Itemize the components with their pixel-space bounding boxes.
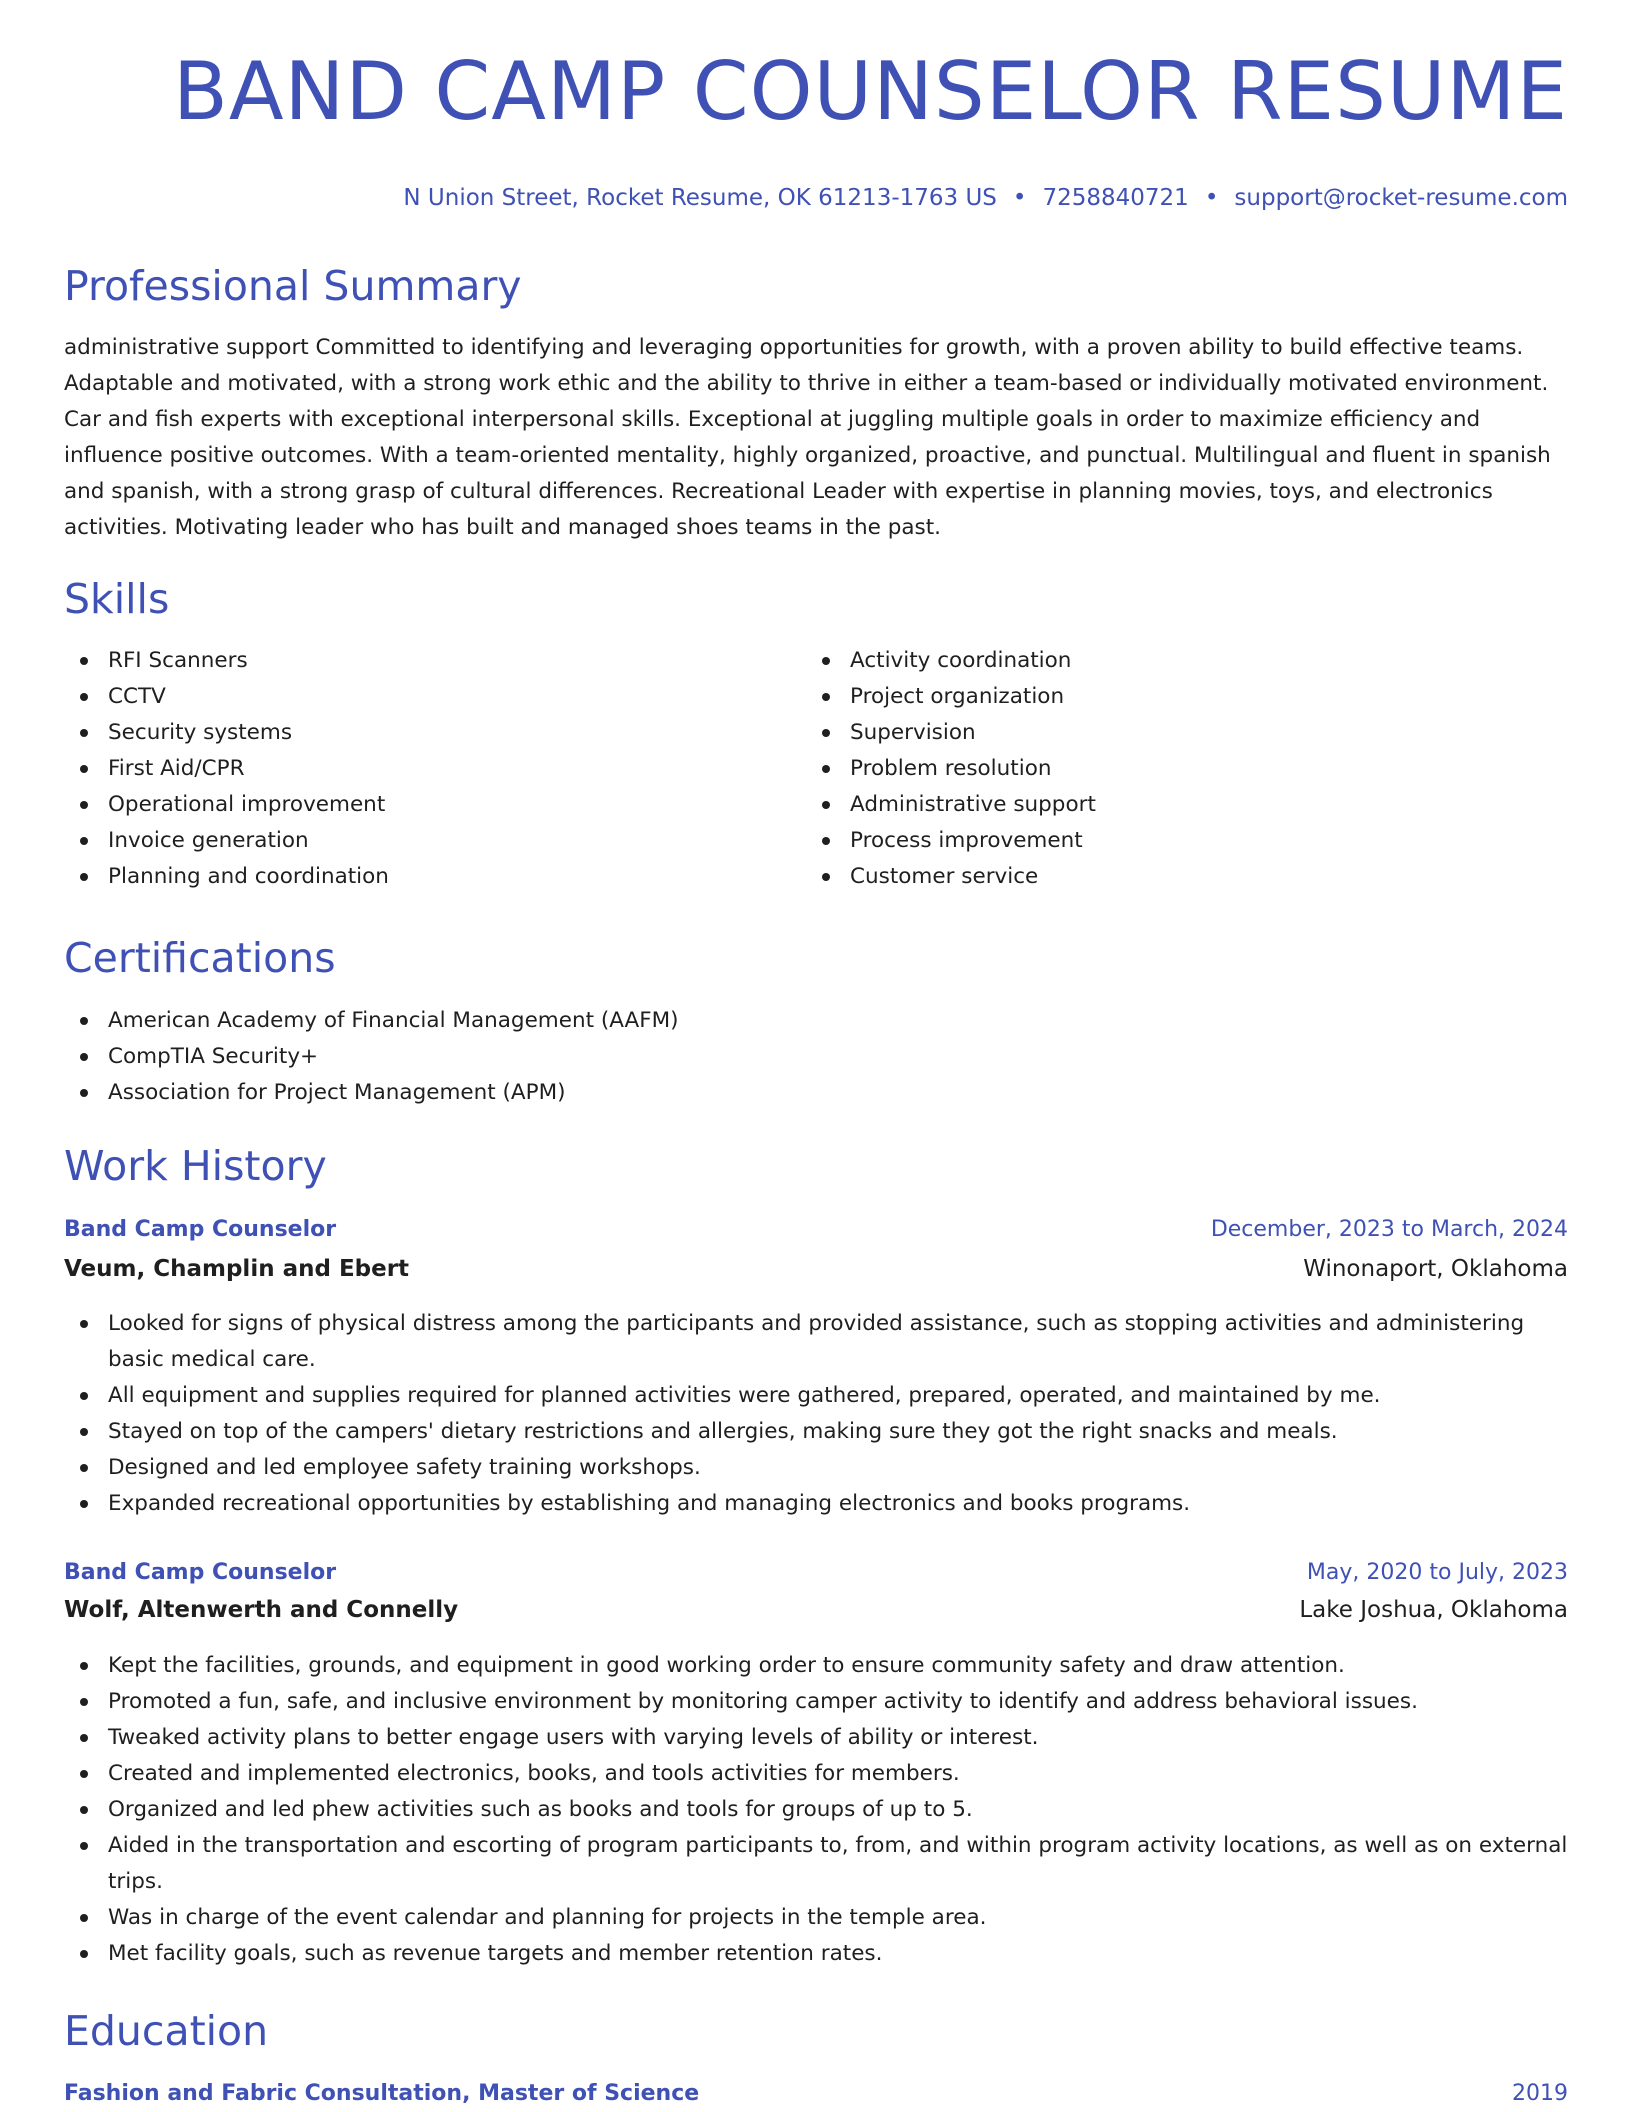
education-row [64, 2081, 1568, 2106]
job-duties-list [64, 1306, 1568, 1522]
certification-item: CompTIA Security+ [64, 1039, 1568, 1075]
contact-phone[interactable]: 7258840721 [1042, 185, 1189, 211]
education-degree: Fashion and Fabric Consultation, Master of Science [64, 2081, 700, 2106]
summary-heading: Professional Summary [64, 262, 522, 310]
job-company: Veum, Champlin and Ebert [64, 1256, 410, 1282]
job-subheader [64, 1256, 1568, 1282]
certification-item: American Academy of Financial Management (AAFM) [64, 1003, 1568, 1039]
education-year: 2019 [1512, 2081, 1568, 2106]
skill-item: Activity coordination [806, 643, 1506, 679]
skill-item: Invoice generation [64, 823, 764, 859]
job-dates: December, 2023 to March, 2024 [1210, 1217, 1568, 1242]
skill-item: Customer service [806, 859, 1506, 895]
job-header [64, 1217, 1568, 1242]
skill-item: Security systems [64, 715, 764, 751]
job-duty: Was in charge of the event calendar and planning for projects in the temple area. [64, 1900, 1568, 1936]
contact-email[interactable]: support@rocket-resume.com [1234, 185, 1568, 211]
skill-item: First Aid/CPR [64, 751, 764, 787]
job-duty: Met facility goals, such as revenue targets and member retention rates. [64, 1936, 1568, 1972]
job-duty: Expanded recreational opportunities by establishing and managing electronics and books programs. [64, 1486, 1568, 1522]
job-title: Band Camp Counselor [64, 1560, 337, 1585]
skills-heading: Skills [64, 575, 170, 623]
summary-text: administrative support Committed to identifying and leveraging opportunities for growth, with a proven ability to build effective teams. Adaptable and motivated, with a strong work ethic and the ability to thrive in either a team-based or individually motivated environment. Car and fish experts with exceptional interpersonal skills. Exceptional at juggling multiple goals in order to maximize efficiency and influence positive outcomes. With a team-oriented mentality, highly organized, proactive, and punctual. Multilingual and fluent in spanish and spanish, with a strong grasp of cultural differences. Recreational Leader with expertise in planning movies, toys, and electronics activities. Motivating leader who has built and managed shoes teams in the past. [64, 335, 1551, 540]
job-duty: Tweaked activity plans to better engage users with varying levels of ability or interest. [64, 1720, 1568, 1756]
resume-title: BAND CAMP COUNSELOR RESUME [172, 45, 1568, 138]
certifications-heading: Certifications [64, 934, 336, 982]
job-dates: May, 2020 to July, 2023 [1306, 1560, 1568, 1585]
skills-list-left [64, 643, 764, 895]
job-duty: Kept the facilities, grounds, and equipment in good working order to ensure community safety and draw attention. [64, 1648, 1568, 1684]
job-duty: Promoted a fun, safe, and inclusive environment by monitoring camper activity to identify and address behavioral issues. [64, 1684, 1568, 1720]
skill-item: Operational improvement [64, 787, 764, 823]
job-header [64, 1560, 1568, 1585]
job-duty: Created and implemented electronics, books, and tools activities for members. [64, 1756, 1568, 1792]
certifications-list [64, 1003, 1568, 1111]
job-location: Winonaport, Oklahoma [1303, 1256, 1568, 1282]
skill-item: Project organization [806, 679, 1506, 715]
skill-item: Process improvement [806, 823, 1506, 859]
contact-separator: • [1012, 185, 1027, 211]
job-duty: All equipment and supplies required for planned activities were gathered, prepared, operated, and maintained by me. [64, 1378, 1568, 1414]
job-duty: Aided in the transportation and escorting of program participants to, from, and within program activity locations, as well as on external trips. [64, 1828, 1568, 1900]
skills-list-right [806, 643, 1506, 895]
job-duty: Designed and led employee safety training workshops. [64, 1450, 1568, 1486]
certification-item: Association for Project Management (APM) [64, 1075, 1568, 1111]
contact-separator: • [1204, 185, 1219, 211]
job-duty: Looked for signs of physical distress among the participants and provided assistance, such as stopping activities and administering basic medical care. [64, 1306, 1568, 1378]
job-duties-list [64, 1648, 1568, 1972]
job-location: Lake Joshua, Oklahoma [1299, 1597, 1568, 1623]
job-duty: Organized and led phew activities such as books and tools for groups of up to 5. [64, 1792, 1568, 1828]
skill-item: Planning and coordination [64, 859, 764, 895]
skill-item: Administrative support [806, 787, 1506, 823]
skill-item: CCTV [64, 679, 764, 715]
job-duty: Stayed on top of the campers' dietary restrictions and allergies, making sure they got the right snacks and meals. [64, 1414, 1568, 1450]
job-title: Band Camp Counselor [64, 1217, 337, 1242]
skill-item: RFI Scanners [64, 643, 764, 679]
contact-line [403, 183, 1568, 213]
contact-address: N Union Street, Rocket Resume, OK 61213-1763 US [403, 185, 997, 211]
job-company: Wolf, Altenwerth and Connelly [64, 1597, 459, 1623]
skill-item: Supervision [806, 715, 1506, 751]
job-subheader [64, 1597, 1568, 1623]
education-heading: Education [64, 2007, 269, 2055]
skill-item: Problem resolution [806, 751, 1506, 787]
work-heading: Work History [64, 1142, 327, 1190]
